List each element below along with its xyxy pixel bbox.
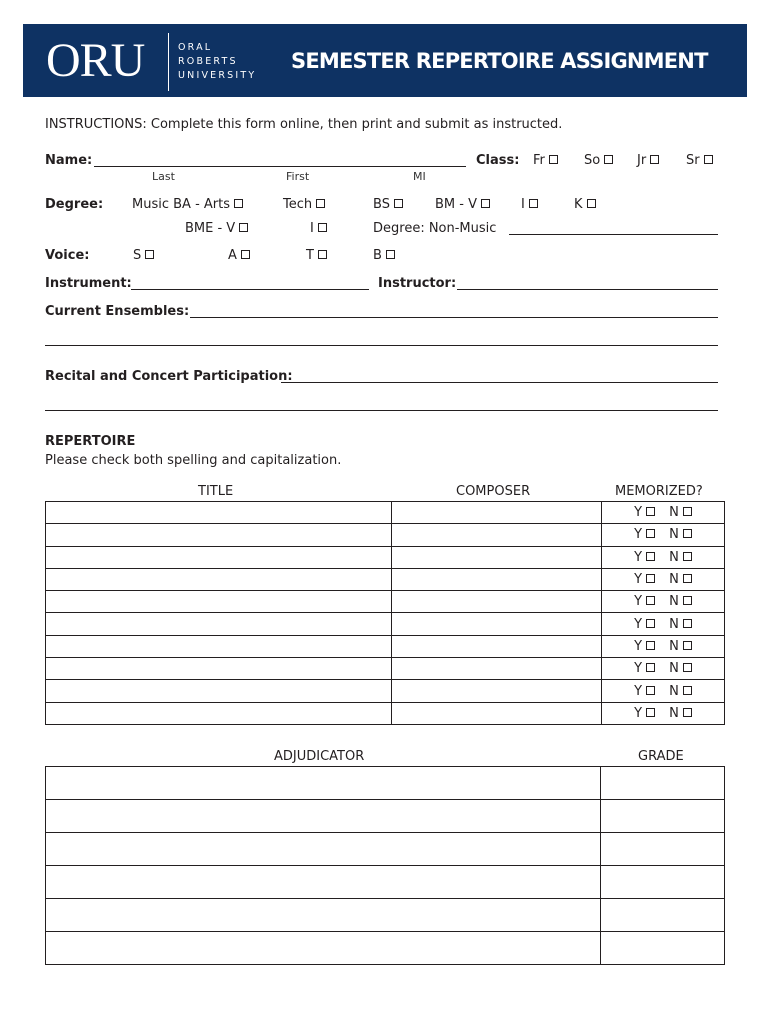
adjudicator-cell[interactable] [46, 800, 601, 833]
degree-music-ba-arts[interactable]: Music BA - Arts [132, 197, 243, 213]
checkbox-icon[interactable] [683, 641, 692, 650]
table-row [46, 524, 725, 546]
memorized-cell [602, 568, 725, 590]
memorized-cell [602, 546, 725, 568]
composer-cell[interactable] [392, 613, 602, 635]
recital-field-line-2[interactable] [45, 410, 718, 411]
checkbox-icon[interactable] [683, 708, 692, 717]
checkbox-icon[interactable] [646, 619, 655, 628]
checkbox-icon[interactable] [239, 223, 248, 232]
name-sub-last: Last [152, 170, 175, 183]
memorized-yes[interactable]: Y [634, 572, 655, 587]
table-row [46, 546, 725, 568]
degree-bm-v[interactable]: BM - V [435, 197, 490, 213]
checkbox-icon[interactable] [683, 686, 692, 695]
checkbox-icon[interactable] [646, 686, 655, 695]
col-memorized-header: MEMORIZED? [615, 484, 703, 499]
composer-cell[interactable] [392, 568, 602, 590]
degree-bs[interactable]: BS [373, 197, 403, 213]
table-row [46, 767, 725, 800]
table-row [46, 866, 725, 899]
title-cell[interactable] [46, 524, 392, 546]
checkbox-icon[interactable] [587, 199, 596, 208]
voice-option-t[interactable]: T [306, 248, 327, 264]
class-label: Class: [476, 153, 520, 168]
degree-non-music-label: Degree: Non-Music [373, 221, 497, 236]
checkbox-icon[interactable] [318, 223, 327, 232]
composer-cell[interactable] [392, 591, 602, 613]
memorized-cell [602, 702, 725, 724]
recital-label: Recital and Concert Participation: [45, 369, 293, 384]
name-sub-first: First [286, 170, 310, 183]
logo-sub-university: UNIVERSITY [178, 70, 257, 81]
ensembles-field-line-2[interactable] [45, 345, 718, 346]
checkbox-icon[interactable] [646, 552, 655, 561]
composer-cell[interactable] [392, 502, 602, 524]
table-row [46, 702, 725, 724]
degree-k[interactable]: K [574, 197, 596, 213]
table-row [46, 932, 725, 965]
memorized-cell [602, 613, 725, 635]
title-cell[interactable] [46, 658, 392, 680]
checkbox-icon[interactable] [481, 199, 490, 208]
title-cell[interactable] [46, 502, 392, 524]
memorized-yes[interactable]: Y [634, 684, 655, 699]
composer-cell[interactable] [392, 702, 602, 724]
adjudicator-cell[interactable] [46, 833, 601, 866]
table-row [46, 833, 725, 866]
repertoire-heading: REPERTOIRE [45, 434, 136, 449]
checkbox-icon[interactable] [316, 199, 325, 208]
memorized-cell [602, 658, 725, 680]
memorized-yes[interactable]: Y [634, 617, 655, 632]
memorized-cell [602, 524, 725, 546]
grade-cell[interactable] [601, 800, 725, 833]
title-cell[interactable] [46, 591, 392, 613]
memorized-no[interactable]: N [669, 572, 692, 587]
checkbox-icon[interactable] [683, 552, 692, 561]
title-cell[interactable] [46, 613, 392, 635]
checkbox-icon[interactable] [386, 250, 395, 259]
memorized-yes[interactable]: Y [634, 661, 655, 676]
checkbox-icon[interactable] [646, 507, 655, 516]
recital-field[interactable] [281, 382, 718, 383]
title-cell[interactable] [46, 546, 392, 568]
memorized-no[interactable]: N [669, 684, 692, 699]
memorized-yes[interactable]: Y [634, 706, 655, 721]
memorized-no[interactable]: N [669, 617, 692, 632]
composer-cell[interactable] [392, 524, 602, 546]
checkbox-icon[interactable] [683, 574, 692, 583]
checkbox-icon[interactable] [145, 250, 154, 259]
degree-bme-v[interactable]: BME - V [185, 221, 248, 237]
title-cell[interactable] [46, 702, 392, 724]
checkbox-icon[interactable] [318, 250, 327, 259]
title-cell[interactable] [46, 680, 392, 702]
logo-sub-oral: ORAL [178, 42, 213, 53]
checkbox-icon[interactable] [604, 155, 613, 164]
checkbox-icon[interactable] [650, 155, 659, 164]
memorized-no[interactable]: N [669, 527, 692, 542]
class-option-so[interactable]: So [584, 153, 613, 169]
memorized-yes[interactable]: Y [634, 505, 655, 520]
degree-label: Degree: [45, 197, 104, 212]
col-title-header: TITLE [198, 484, 234, 499]
voice-option-b[interactable]: B [373, 248, 395, 264]
adjudicator-cell[interactable] [46, 866, 601, 899]
checkbox-icon[interactable] [646, 596, 655, 605]
logo-sub-roberts: ROBERTS [178, 56, 238, 67]
memorized-cell [602, 680, 725, 702]
checkbox-icon[interactable] [683, 529, 692, 538]
memorized-cell [602, 591, 725, 613]
degree-i-1[interactable]: I [521, 197, 538, 213]
composer-cell[interactable] [392, 658, 602, 680]
table-row [46, 591, 725, 613]
instructions-text: INSTRUCTIONS: Complete this form online, then print and submit as instructed. [45, 117, 563, 132]
checkbox-icon[interactable] [394, 199, 403, 208]
checkbox-icon[interactable] [646, 529, 655, 538]
memorized-no[interactable]: N [669, 639, 692, 654]
memorized-cell [602, 635, 725, 657]
voice-label: Voice: [45, 248, 90, 263]
composer-cell[interactable] [392, 546, 602, 568]
grade-cell[interactable] [601, 833, 725, 866]
ensembles-field[interactable] [190, 317, 718, 318]
instructor-label: Instructor: [378, 276, 457, 291]
memorized-no[interactable]: N [669, 550, 692, 565]
class-option-jr[interactable]: Jr [637, 153, 659, 169]
checkbox-icon[interactable] [683, 619, 692, 628]
table-row [46, 568, 725, 590]
voice-option-s[interactable]: S [133, 248, 154, 264]
voice-option-a[interactable]: A [228, 248, 250, 264]
checkbox-icon[interactable] [704, 155, 713, 164]
logo-divider [168, 33, 169, 91]
checkbox-icon[interactable] [646, 574, 655, 583]
checkbox-icon[interactable] [683, 507, 692, 516]
checkbox-icon[interactable] [683, 663, 692, 672]
checkbox-icon[interactable] [234, 199, 243, 208]
checkbox-icon[interactable] [683, 596, 692, 605]
adjudicator-cell[interactable] [46, 767, 601, 800]
table-row [46, 800, 725, 833]
col-composer-header: COMPOSER [456, 484, 531, 499]
memorized-yes[interactable]: Y [634, 639, 655, 654]
checkbox-icon[interactable] [646, 641, 655, 650]
memorized-no[interactable]: N [669, 594, 692, 609]
degree-non-music-field[interactable] [509, 234, 718, 235]
table-row [46, 899, 725, 932]
adjudicator-cell[interactable] [46, 932, 601, 965]
class-option-sr[interactable]: Sr [686, 153, 713, 169]
name-field[interactable] [94, 166, 466, 167]
title-cell[interactable] [46, 568, 392, 590]
composer-cell[interactable] [392, 680, 602, 702]
memorized-no[interactable]: N [669, 505, 692, 520]
memorized-yes[interactable]: Y [634, 550, 655, 565]
checkbox-icon[interactable] [646, 708, 655, 717]
name-label: Name: [45, 153, 93, 168]
memorized-no[interactable]: N [669, 706, 692, 721]
grade-cell[interactable] [601, 866, 725, 899]
adjudicator-cell[interactable] [46, 899, 601, 932]
memorized-no[interactable]: N [669, 661, 692, 676]
degree-tech[interactable]: Tech [283, 197, 325, 213]
col-adjudicator-header: ADJUDICATOR [274, 749, 365, 764]
memorized-yes[interactable]: Y [634, 527, 655, 542]
checkbox-icon[interactable] [529, 199, 538, 208]
table-row [46, 613, 725, 635]
repertoire-table [45, 501, 725, 725]
checkbox-icon[interactable] [549, 155, 558, 164]
col-grade-header: GRADE [638, 749, 684, 764]
instrument-label: Instrument: [45, 276, 132, 291]
oru-logo: ORU [46, 34, 145, 87]
table-row [46, 635, 725, 657]
table-row [46, 658, 725, 680]
checkbox-icon[interactable] [241, 250, 250, 259]
repertoire-note: Please check both spelling and capitalization. [45, 453, 342, 468]
checkbox-icon[interactable] [646, 663, 655, 672]
title-cell[interactable] [46, 635, 392, 657]
table-row [46, 502, 725, 524]
memorized-cell [602, 502, 725, 524]
grade-cell[interactable] [601, 899, 725, 932]
instrument-field[interactable] [131, 289, 369, 290]
grade-cell[interactable] [601, 767, 725, 800]
adjudicator-table [45, 766, 725, 965]
table-row [46, 680, 725, 702]
instructor-field[interactable] [457, 289, 718, 290]
memorized-yes[interactable]: Y [634, 594, 655, 609]
composer-cell[interactable] [392, 635, 602, 657]
grade-cell[interactable] [601, 932, 725, 965]
ensembles-label: Current Ensembles: [45, 304, 190, 319]
page-title: SEMESTER REPERTOIRE ASSIGNMENT [291, 49, 708, 73]
class-option-fr[interactable]: Fr [533, 153, 558, 169]
degree-i-2[interactable]: I [310, 221, 327, 237]
name-sub-mi: MI [413, 170, 426, 183]
